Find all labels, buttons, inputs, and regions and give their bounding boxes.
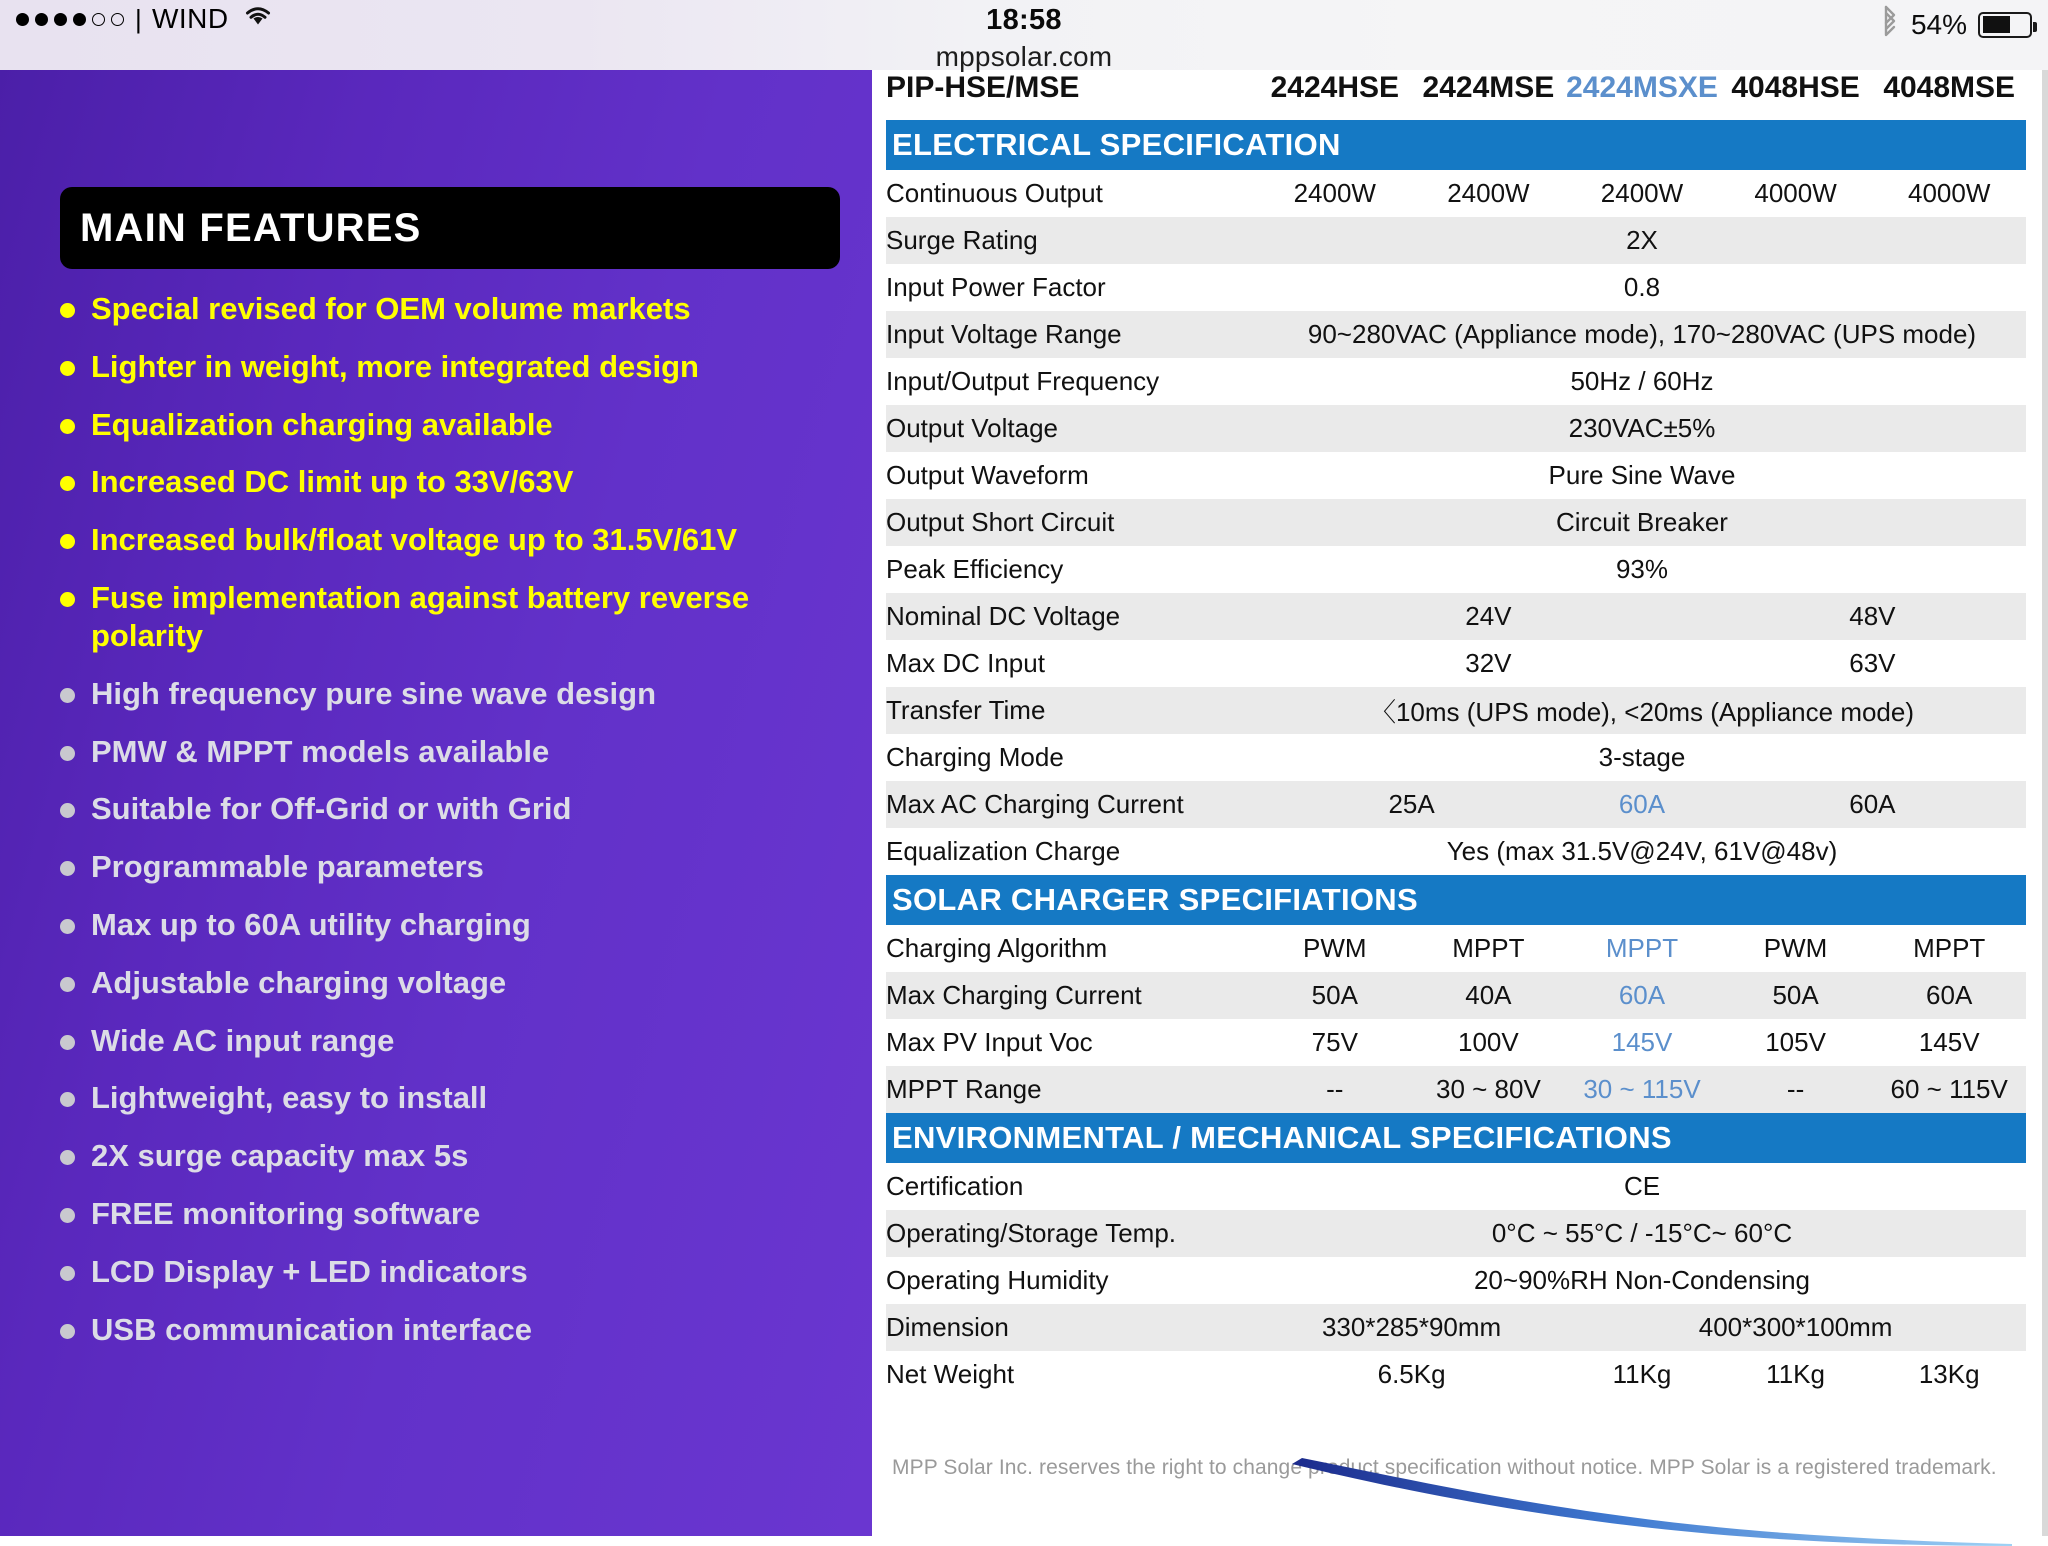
main-features-heading-text: MAIN FEATURES [80,205,422,250]
bluetooth-icon [1880,5,1900,44]
spec-section-header [886,1113,2026,1163]
spec-row-label: Transfer Time [886,687,1258,734]
feature-label: 2X surge capacity max 5s [91,1138,469,1174]
bullet-icon [60,534,75,549]
spec-value-cell: 48V [1719,593,2026,640]
spec-value-cell: 0.8 [1623,272,1661,302]
spec-value-cell: 11Kg [1612,1359,1672,1389]
spec-value-cell: 3-stage [1598,742,1686,772]
spec-value-cell: MPPT [1913,933,1986,963]
spec-table-row [886,925,2026,972]
feature-item [60,521,860,559]
spec-column-header-2424hse: 2424HSE [1270,71,1400,104]
spec-value-cell: 6.5Kg [1377,1359,1446,1389]
spec-value-cell: 400*300*100mm [1565,1304,2026,1351]
spec-value-cell: 0°C ~ 55°C / -15°C~ 60°C [1258,1210,2026,1257]
clock: 18:58 [986,4,1062,36]
spec-row-label: MPPT Range [886,1066,1258,1113]
spec-value-cell: MPPT [1452,933,1525,963]
spec-value-cell: 50A [1719,972,1873,1019]
feature-label: Equalization charging available [91,406,553,442]
spec-row-label: Input Voltage Range [886,311,1258,358]
spec-table-header-row [886,62,2026,120]
spec-value-cell: 11Kg [1766,1359,1825,1389]
status-bar-left [16,3,273,35]
feature-label: Lighter in weight, more integrated design [91,348,699,384]
spec-value-cell: 30 ~ 80V [1412,1066,1566,1113]
spec-value-cell: MPPT [1605,933,1679,963]
feature-label: PMW & MPPT models available [91,733,550,769]
spec-table-row [886,972,2026,1019]
spec-table-row [886,170,2026,217]
spec-section-title: ENVIRONMENTAL / MECHANICAL SPECIFICATIONS [886,1113,2026,1163]
spec-value-cell: 60A [1872,972,2026,1019]
bullet-icon [60,476,75,491]
carrier-label: WIND [151,3,229,34]
spec-value-cell: 4000W [1754,178,1837,208]
spec-table-row [886,1351,2026,1398]
spec-table-row [886,1066,2026,1113]
bullet-icon [60,1150,75,1165]
spec-row-label: Max AC Charging Current [886,781,1258,828]
spec-row-label: Certification [886,1171,1024,1201]
spec-value-cell: 2X [1258,217,2026,264]
feature-label: Suitable for Off-Grid or with Grid [91,791,572,827]
spec-table-row [886,499,2026,546]
spec-table-row [886,1304,2026,1351]
spec-table-row [886,452,2026,499]
spec-value-cell: 93% [1615,554,1669,584]
spec-table-row [886,828,2026,875]
spec-row-label: Operating Humidity [886,1265,1109,1295]
spec-table-row [886,358,2026,405]
bullet-icon [60,977,75,992]
spec-value-cell: 105V [1765,1027,1826,1057]
feature-label: Adjustable charging voltage [91,964,507,1000]
spec-table-row [886,1163,2026,1210]
spec-table-row [886,734,2026,781]
spec-column-header-4048mse: 4048MSE [1883,71,2016,104]
spec-section-header [886,120,2026,170]
spec-section-header [886,875,2026,925]
spec-value-cell: 60A [1565,972,1719,1019]
feature-label: Lightweight, easy to install [91,1080,488,1116]
feature-label: Programmable parameters [91,849,484,885]
wifi-icon [243,4,273,35]
spec-row-label: Peak Efficiency [886,554,1064,584]
spec-table-row [886,546,2026,593]
brand-swoosh-graphic [872,1456,2042,1546]
spec-table-row [886,264,2026,311]
battery-icon [1978,12,2032,38]
bullet-icon [60,861,75,876]
spec-value-cell: PWM [1303,933,1367,963]
feature-item [60,964,860,1002]
feature-label: Increased bulk/float voltage up to 31.5V/61V [91,522,738,558]
spec-row-label: Output Short Circuit [886,499,1258,546]
spec-value-cell: 25A [1258,781,1565,828]
feature-item [60,1022,860,1060]
bullet-icon [60,592,75,607]
signal-strength-icon [16,13,124,26]
spec-value-cell: 2400W [1600,178,1684,208]
spec-value-cell: 13Kg [1918,1359,1980,1389]
spec-row-label: Output Waveform [886,460,1089,490]
spec-row-label: Nominal DC Voltage [886,593,1258,640]
main-features-panel [0,62,872,1536]
bullet-icon [60,1092,75,1107]
feature-item [60,463,860,501]
spec-row-label: Net Weight [886,1359,1015,1389]
spec-row-label: Charging Mode [886,742,1064,772]
status-bar-right [1880,5,2032,44]
feature-label: High frequency pure sine wave design [91,675,657,711]
feature-item [60,848,860,886]
spec-table-row [886,405,2026,452]
spec-value-cell: 4000W [1907,178,1991,208]
spec-value-cell: Pure Sine Wave [1548,460,1736,490]
bullet-icon [60,419,75,434]
spec-row-label: Output Voltage [886,405,1258,452]
web-page-content [0,62,2048,1536]
feature-item [60,1137,860,1175]
spec-value-cell: 40A [1412,972,1566,1019]
feature-item [60,290,860,328]
feature-item [60,675,860,713]
spec-value-cell: 60 ~ 115V [1872,1066,2026,1113]
feature-item [60,906,860,944]
spec-table-row [886,640,2026,687]
status-bar [0,0,2048,70]
features-list [60,290,860,1368]
spec-value-cell: 〈10ms (UPS mode), <20ms (Appliance mode) [1258,687,2026,734]
feature-label: Special revised for OEM volume markets [91,291,691,326]
bullet-icon [60,303,75,318]
spec-value-cell: 90~280VAC (Appliance mode), 170~280VAC (UPS mode) [1258,311,2026,358]
feature-label: Fuse implementation against battery reverse polarity [91,580,750,653]
feature-item [60,1253,860,1291]
bullet-icon [60,1035,75,1050]
spec-table-row-label-header: PIP-HSE/MSE [886,71,1080,104]
bullet-icon [60,361,75,376]
spec-table-row [886,217,2026,264]
specifications-table-body [886,62,2026,1398]
legal-footnote: MPP Solar Inc. reserves the right to change product specification without notice. MPP Solar is a registered trademark. [892,1456,1997,1479]
spec-row-label: Equalization Charge [886,836,1121,866]
feature-label: USB communication interface [91,1311,532,1347]
spec-value-cell: 60A [1565,781,1719,828]
spec-value-cell: 32V [1465,648,1512,678]
spec-value-cell: 20~90%RH Non-Condensing [1473,1265,1811,1295]
feature-label: LCD Display + LED indicators [91,1253,528,1289]
spec-value-cell: 145V [1611,1027,1673,1057]
bullet-icon [60,1208,75,1223]
spec-column-header-2424mse: 2424MSE [1422,71,1555,104]
spec-value-cell: Circuit Breaker [1258,499,2026,546]
spec-table-row [886,1257,2026,1304]
spec-section-title: ELECTRICAL SPECIFICATION [886,120,2026,170]
spec-column-header-2424msxe: 2424MSXE [1566,71,1718,104]
specifications-panel [872,62,2042,1536]
spec-value-cell: 100V [1458,1027,1519,1057]
spec-row-label: Surge Rating [886,217,1258,264]
spec-value-cell: 30 ~ 115V [1565,1066,1719,1113]
bullet-icon [60,688,75,703]
bullet-icon [60,746,75,761]
specifications-table [886,62,2026,1398]
bullet-icon [60,1324,75,1339]
feature-item [60,406,860,444]
page-url: mppsolar.com [935,41,1113,72]
feature-label: Max up to 60A utility charging [91,906,531,942]
spec-value-cell: 2400W [1293,178,1376,208]
spec-table-row [886,1210,2026,1257]
feature-label: Wide AC input range [91,1022,395,1058]
spec-value-cell: CE [1623,1171,1661,1201]
spec-row-label: Input/Output Frequency [886,366,1160,396]
spec-row-label: Continuous Output [886,178,1103,208]
spec-value-cell: 330*285*90mm [1258,1304,1565,1351]
spec-row-label: Dimension [886,1304,1258,1351]
spec-table-row [886,1019,2026,1066]
spec-value-cell: Yes (max 31.5V@24V, 61V@48v) [1446,836,1838,866]
spec-table-row [886,593,2026,640]
spec-value-cell: 60A [1719,781,2026,828]
spec-value-cell: -- [1719,1066,1873,1113]
battery-percent-label: 54% [1910,8,1967,40]
spec-row-label: Max DC Input [886,648,1045,678]
feature-item [60,1311,860,1349]
spec-row-label: Operating/Storage Temp. [886,1210,1258,1257]
spec-value-cell: 24V [1258,593,1719,640]
spec-value-cell: 75V [1311,1027,1358,1057]
feature-item [60,790,860,828]
feature-item [60,733,860,771]
bullet-icon [60,1266,75,1281]
status-separator: | [135,3,142,34]
spec-value-cell: 2400W [1447,178,1530,208]
spec-value-cell: 63V [1849,648,1896,678]
feature-item [60,1079,860,1117]
bullet-icon [60,803,75,818]
spec-table-row [886,781,2026,828]
spec-value-cell: 230VAC±5% [1258,405,2026,452]
bullet-icon [60,919,75,934]
status-bar-center [0,4,2048,73]
feature-item [60,348,860,386]
spec-row-label: Input Power Factor [886,272,1106,302]
spec-table-row [886,687,2026,734]
spec-value-cell: 50Hz / 60Hz [1570,366,1714,396]
feature-label: FREE monitoring software [91,1196,481,1231]
spec-value-cell: 145V [1918,1027,1980,1057]
spec-value-cell: 50A [1258,972,1412,1019]
spec-row-label: Charging Algorithm [886,933,1108,963]
spec-row-label: Max Charging Current [886,972,1258,1019]
spec-value-cell: -- [1258,1066,1412,1113]
spec-column-header-4048hse: 4048HSE [1731,71,1860,104]
feature-label: Increased DC limit up to 33V/63V [91,464,574,500]
spec-row-label: Max PV Input Voc [886,1027,1093,1057]
main-features-heading [60,187,840,269]
spec-table-row [886,311,2026,358]
spec-section-title: SOLAR CHARGER SPECIFIATIONS [886,875,2026,925]
spec-value-cell: PWM [1763,933,1828,963]
feature-item [60,579,860,655]
feature-item [60,1195,860,1233]
